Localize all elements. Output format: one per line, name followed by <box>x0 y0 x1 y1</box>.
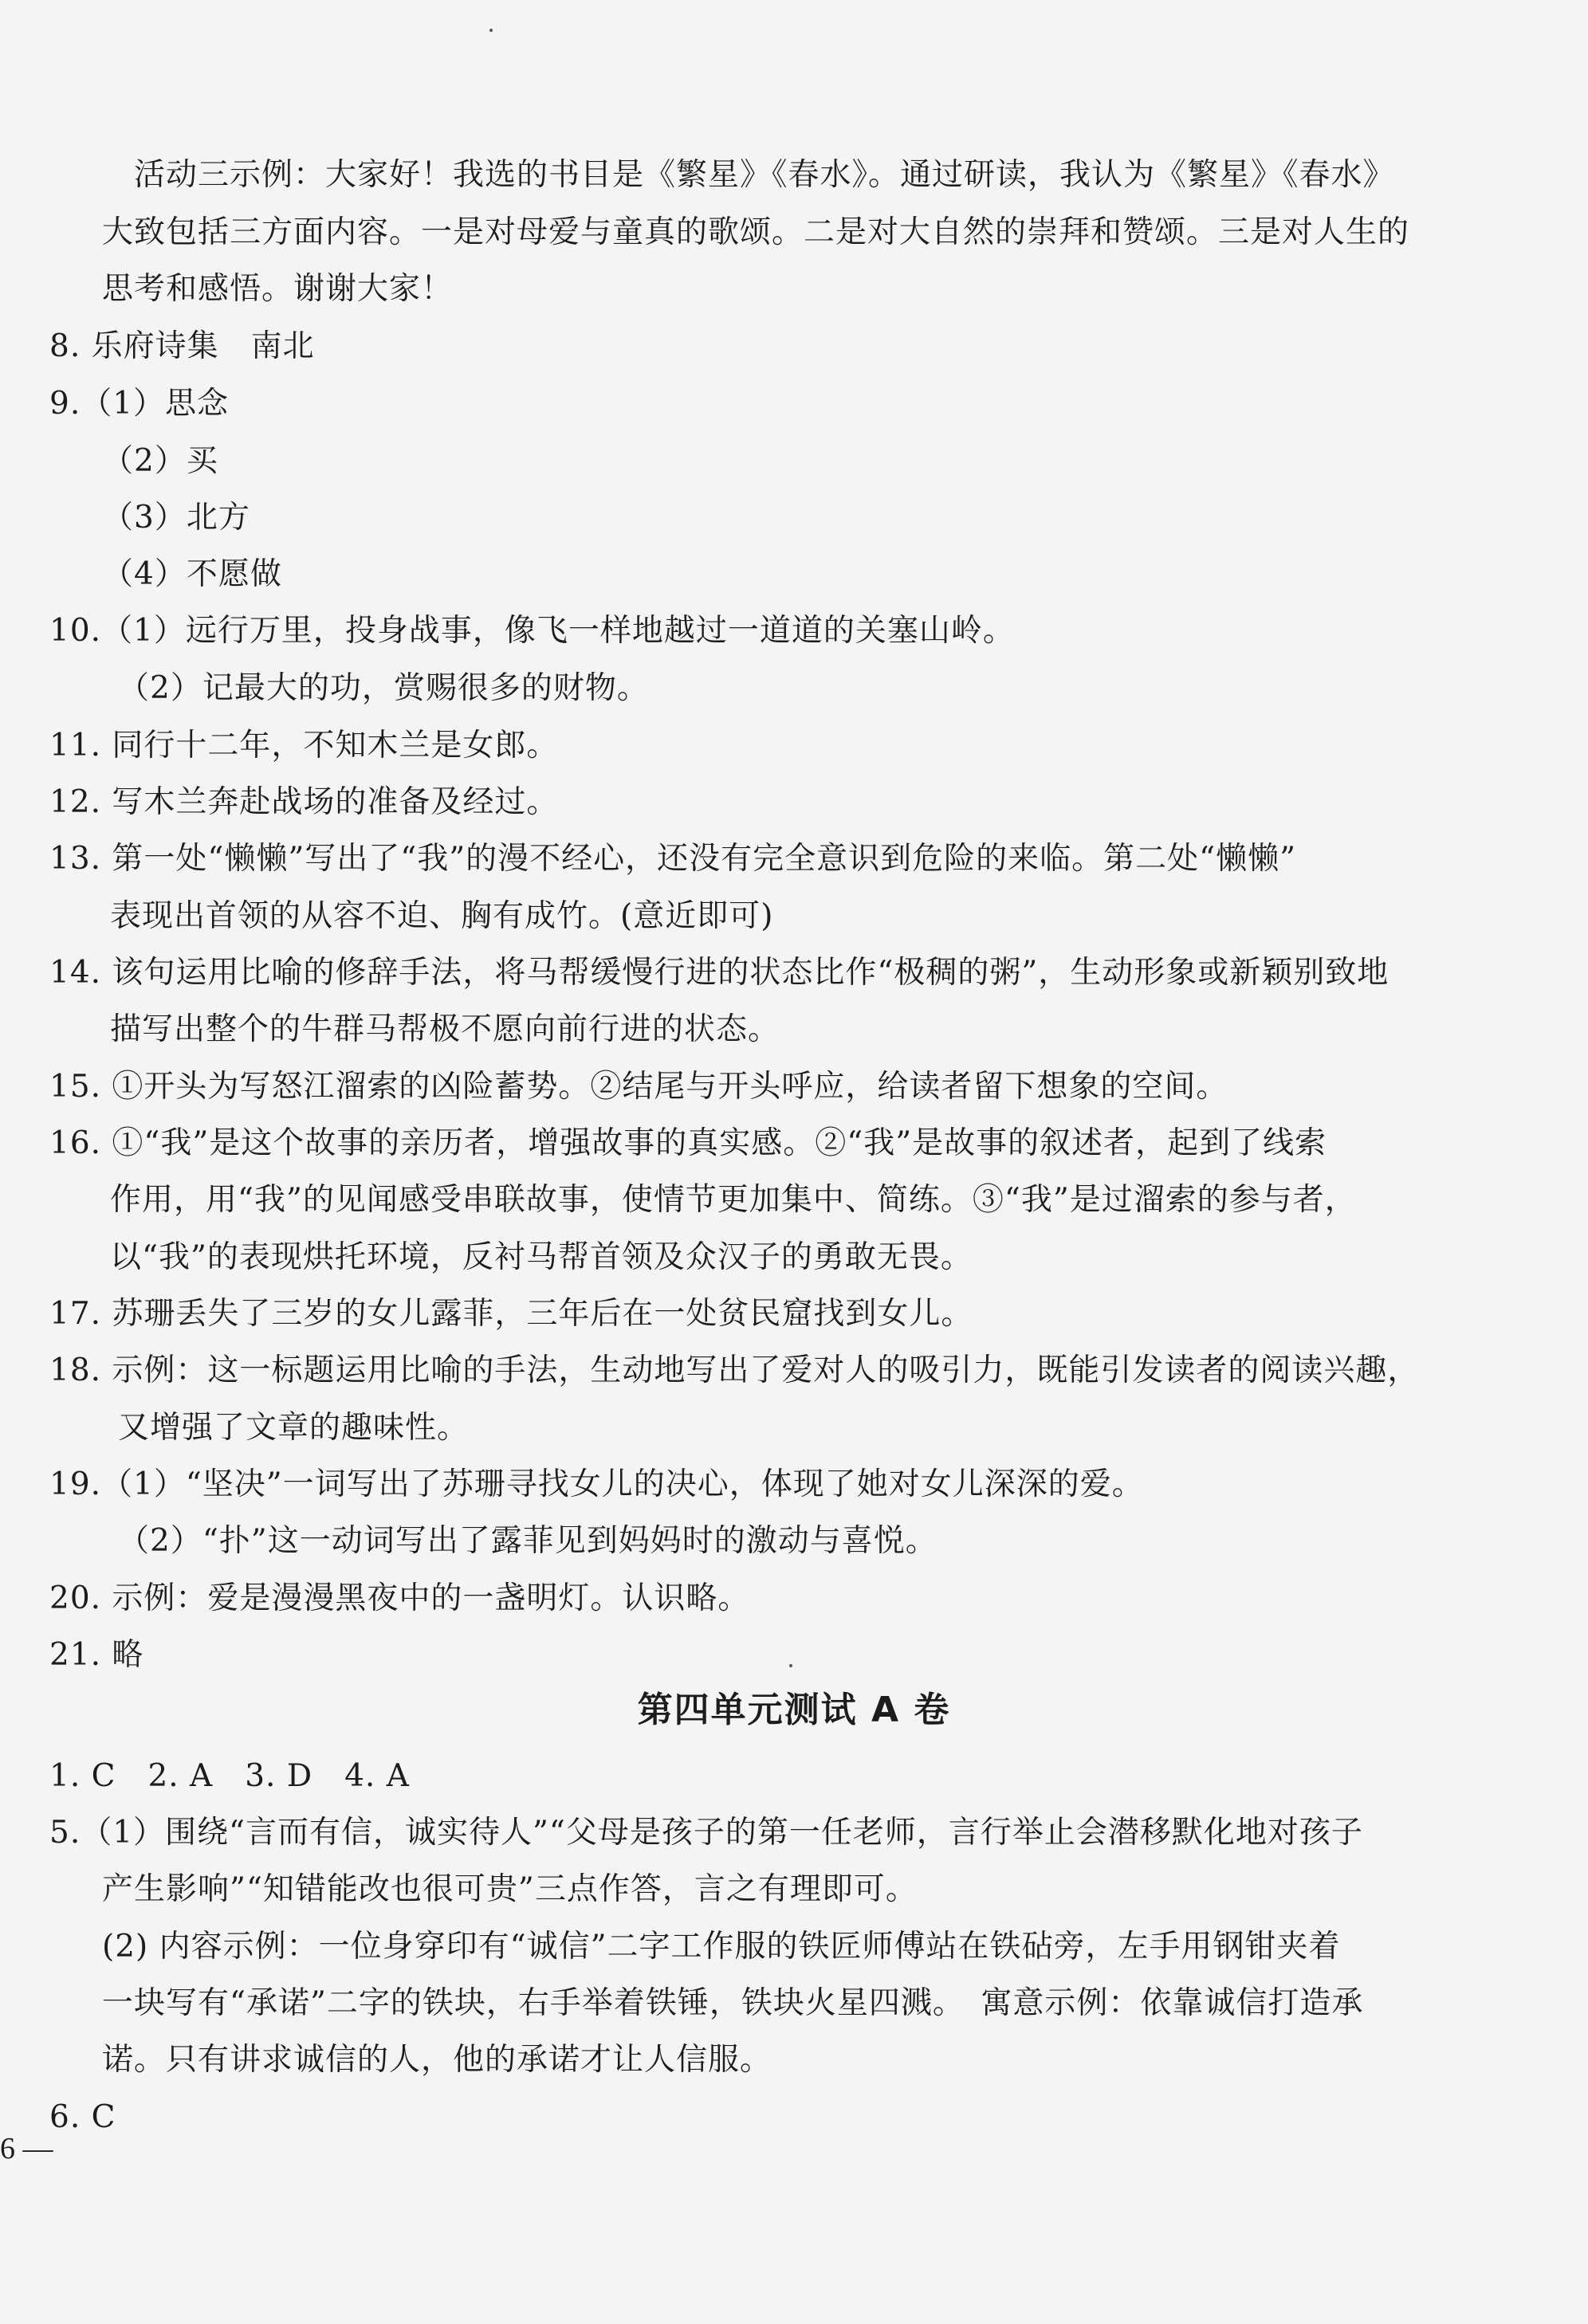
answer-item: 8. 乐府诗集 南北 <box>49 328 315 364</box>
text-line: 作用，用“我”的见闻感受串联故事，使情节更加集中、简练。③“我”是过溜索的参与者， <box>110 1182 1357 1218</box>
answer-item: 20. 示例：爱是漫漫黑夜中的一盏明灯。认识略。 <box>49 1580 750 1616</box>
page-number: 6 — <box>0 2132 53 2165</box>
answer-subitem: (2) 内容示例：一位身穿印有“诚信”二字工作服的铁匠师傅站在铁砧旁，左手用钢钳夹着 <box>102 1929 1341 1965</box>
text-line: 活动三示例：大家好！我选的书目是《繁星》《春水》。通过研读，我认为《繁星》《春水》 <box>134 157 1395 193</box>
answer-subitem: （3）北方 <box>102 500 250 536</box>
answer-item: 17. 苏珊丢失了三岁的女儿露菲，三年后在一处贫民窟找到女儿。 <box>49 1296 973 1332</box>
answer-item: 11. 同行十二年，不知木兰是女郎。 <box>49 728 559 764</box>
answer-subitem: （2）记最大的功，赏赐很多的财物。 <box>118 670 649 706</box>
answer-item: 6. C <box>49 2099 116 2135</box>
section-title: 第四单元测试 A 卷 <box>637 1690 951 1730</box>
text-line: 产生影响”“知错能改也很可贵”三点作答，言之有理即可。 <box>102 1871 918 1907</box>
answer-item: 19.（1）“坚决”一词写出了苏珊寻找女儿的决心，体现了她对女儿深深的爱。 <box>49 1466 1144 1502</box>
text-line: 以“我”的表现烘托环境，反衬马帮首领及众汉子的勇敢无畏。 <box>110 1239 973 1275</box>
answer-item: 14. 该句运用比喻的修辞手法，将马帮缓慢行进的状态比作“极稠的粥”，生动形象或新颖别致地 <box>49 955 1390 991</box>
text-line: 大致包括三方面内容。一是对母爱与童真的歌颂。二是对大自然的崇拜和赞颂。三是对人生的 <box>102 214 1410 250</box>
answer-item: 10.（1）远行万里，投身战事，像飞一样地越过一道道的关塞山岭。 <box>49 613 1015 649</box>
answer-item: 13. 第一处“懒懒”写出了“我”的漫不经心，还没有完全意识到危险的来临。第二处“懒懒” <box>49 841 1297 877</box>
answer-item: 16. ①“我”是这个故事的亲历者，增强故事的真实感。②“我”是故事的叙述者，起到了线索 <box>49 1125 1327 1161</box>
text-line: 一块写有“承诺”二字的铁块，右手举着铁锤，铁块火星四溅。 寓意示例：依靠诚信打造承 <box>102 1985 1364 2021</box>
text-line: 表现出首领的从容不迫、胸有成竹。(意近即可) <box>110 898 774 934</box>
scan-speck <box>789 1664 792 1667</box>
scan-speck <box>489 29 493 32</box>
answer-item: 21. 略 <box>49 1637 144 1673</box>
answer-item: 9.（1）思念 <box>49 386 230 422</box>
answer-subitem: （4）不愿做 <box>102 556 282 592</box>
answer-subitem: （2）“扑”这一动词写出了露菲见到妈妈时的激动与喜悦。 <box>118 1523 937 1559</box>
answer-subitem: （2）买 <box>102 443 218 479</box>
text-line: 思考和感悟。谢谢大家！ <box>102 271 454 307</box>
answer-item: 18. 示例：这一标题运用比喻的手法，生动地写出了爱对人的吸引力，既能引发读者的阅读兴趣， <box>49 1352 1420 1388</box>
answer-item: 5.（1）围绕“言而有信，诚实待人”“父母是孩子的第一任老师，言行举止会潜移默化地对孩子 <box>49 1815 1363 1851</box>
answer-item: 15. ①开头为写怒江溜索的凶险蓄势。②结尾与开头呼应，给读者留下想象的空间。 <box>49 1069 1228 1105</box>
text-line: 描写出整个的牛群马帮极不愿向前行进的状态。 <box>110 1011 780 1047</box>
text-line: 又增强了文章的趣味性。 <box>118 1410 470 1446</box>
answer-item: 12. 写木兰奔赴战场的准备及经过。 <box>49 784 559 820</box>
answer-item: 1. C 2. A 3. D 4. A <box>49 1758 410 1794</box>
text-line: 诺。只有讲求诚信的人，他的承诺才让人信服。 <box>102 2042 772 2078</box>
